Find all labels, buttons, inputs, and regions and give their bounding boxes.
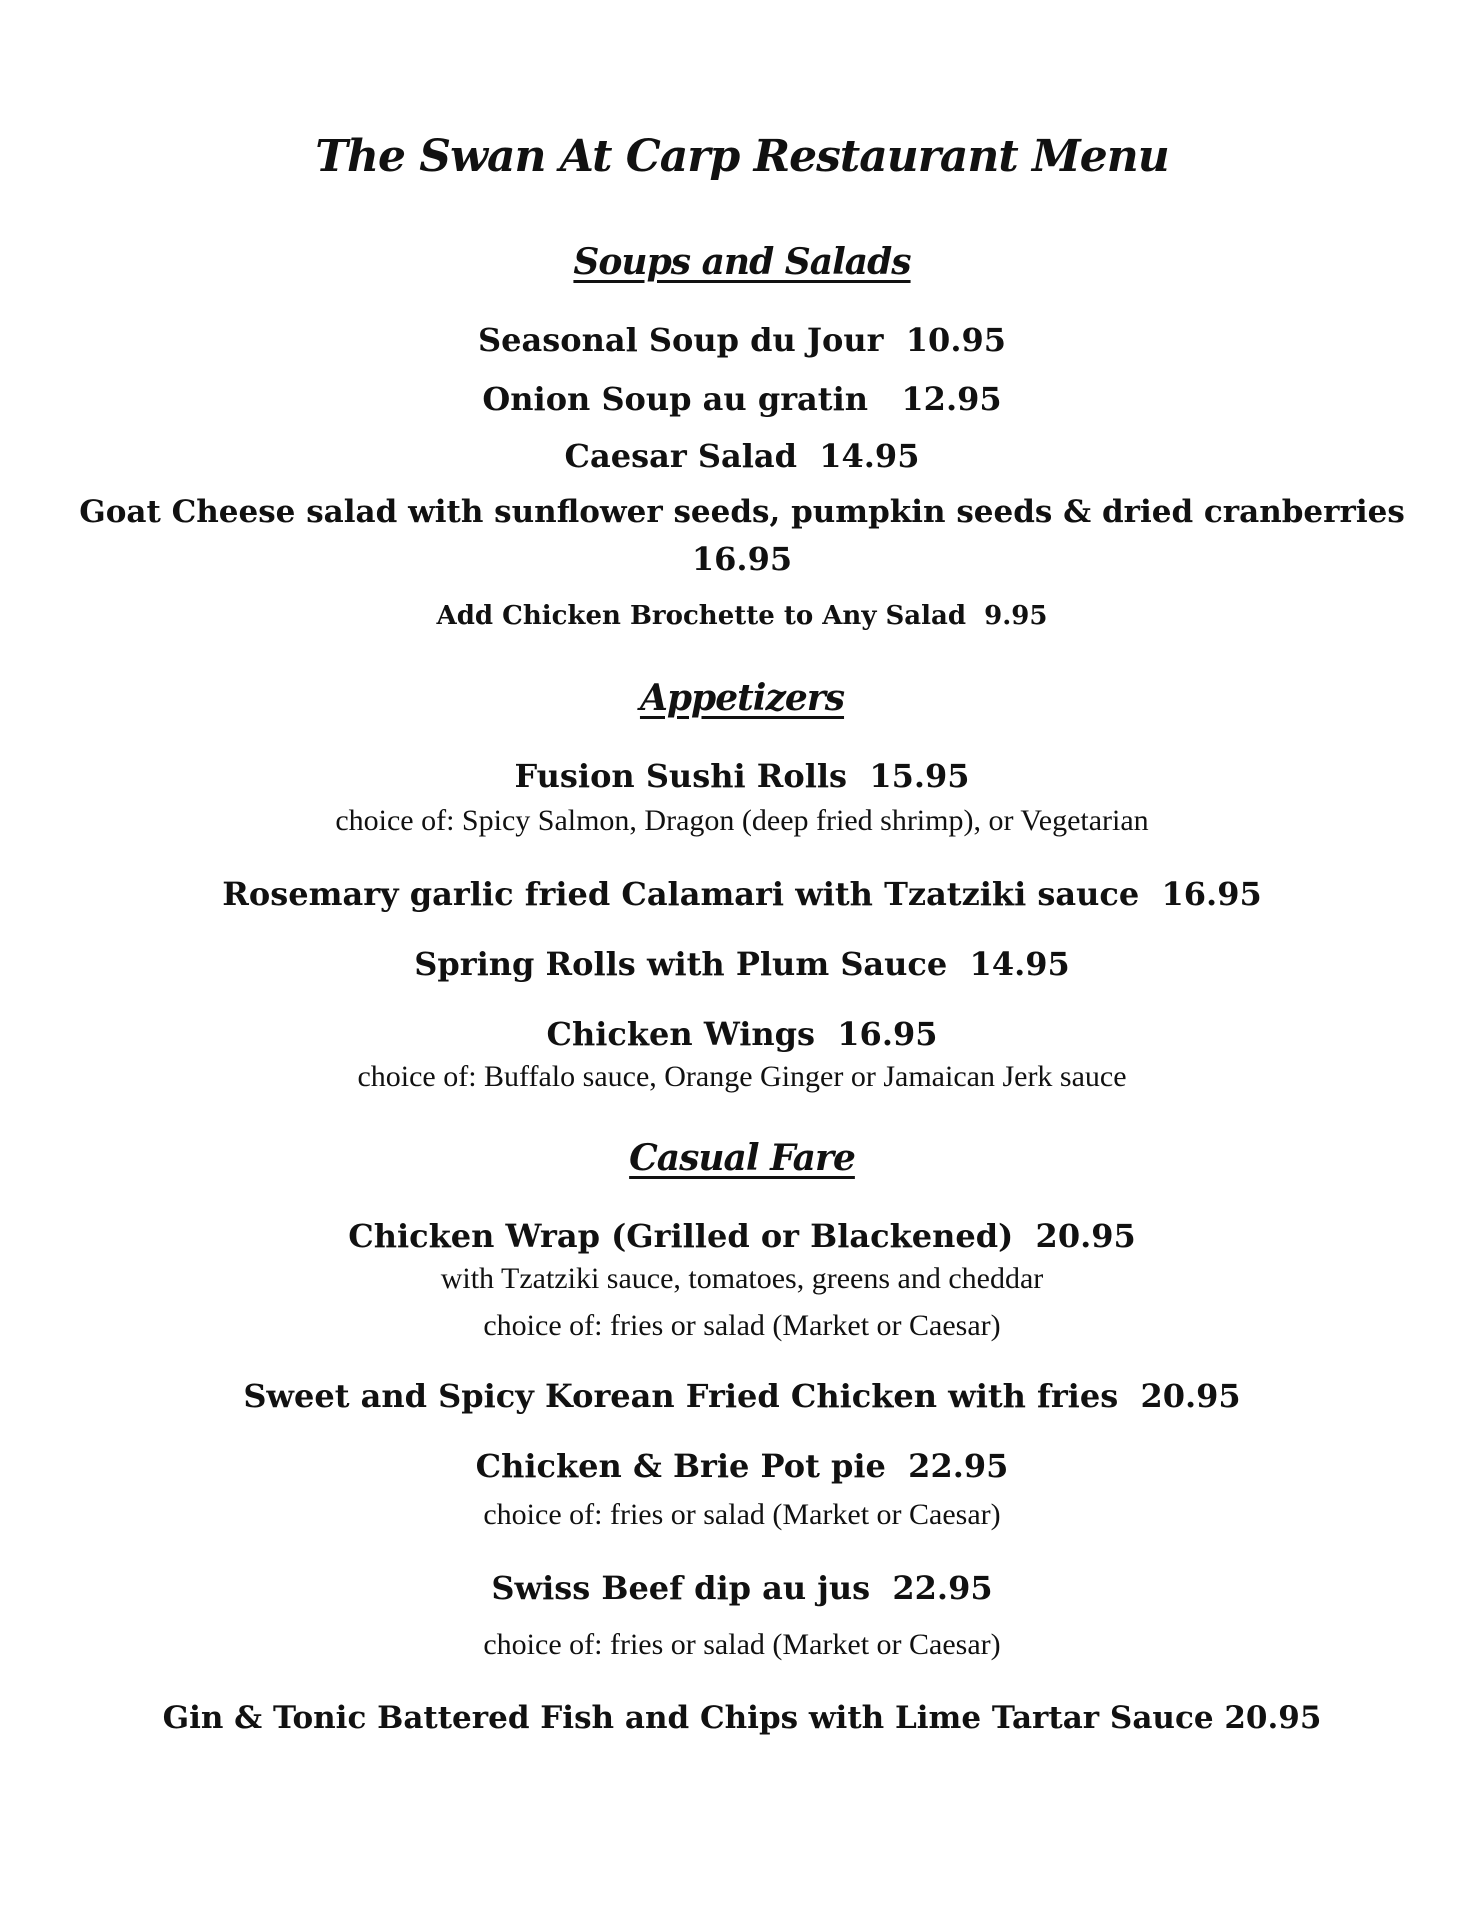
menu-item: Fusion Sushi Rolls 15.95 <box>514 757 970 795</box>
section-heading-soups-salads: Soups and Salads <box>573 241 911 283</box>
menu-item-description: choice of: fries or salad (Market or Caesar) <box>483 1628 1001 1661</box>
section-heading-appetizers: Appetizers <box>639 677 845 719</box>
menu-item-description: choice of: Buffalo sauce, Orange Ginger or Jamaican Jerk sauce <box>357 1060 1127 1093</box>
menu-title: The Swan At Carp Restaurant Menu <box>315 131 1169 182</box>
menu-item-description: choice of: fries or salad (Market or Caesar) <box>483 1309 1001 1342</box>
menu-item: Chicken Wings 16.95 <box>546 1015 938 1053</box>
menu-item: Caesar Salad 14.95 <box>564 437 920 475</box>
menu-item-price: 16.95 <box>691 540 793 578</box>
menu-item-description: with Tzatziki sauce, tomatoes, greens and cheddar <box>440 1262 1044 1295</box>
menu-item-description: choice of: Spicy Salmon, Dragon (deep fried shrimp), or Vegetarian <box>335 804 1149 837</box>
menu-item: Rosemary garlic fried Calamari with Tzatziki sauce 16.95 <box>222 875 1262 913</box>
menu-item: Sweet and Spicy Korean Fried Chicken with fries 20.95 <box>243 1377 1241 1415</box>
menu-item-addon: Add Chicken Brochette to Any Salad 9.95 <box>436 601 1048 631</box>
menu-item-description: choice of: fries or salad (Market or Caesar) <box>483 1498 1001 1531</box>
menu-item: Chicken & Brie Pot pie 22.95 <box>475 1447 1009 1485</box>
menu-item: Chicken Wrap (Grilled or Blackened) 20.95 <box>348 1217 1136 1255</box>
menu-item: Seasonal Soup du Jour 10.95 <box>478 321 1006 359</box>
menu-item: Swiss Beef dip au jus 22.95 <box>491 1569 993 1607</box>
menu-item: Goat Cheese salad with sunflower seeds, pumpkin seeds & dried cranberries <box>79 494 1405 530</box>
menu-item: Onion Soup au gratin 12.95 <box>482 380 1002 418</box>
menu-item: Gin & Tonic Battered Fish and Chips with Lime Tartar Sauce 20.95 <box>162 1700 1322 1736</box>
section-heading-casual-fare: Casual Fare <box>629 1137 855 1179</box>
menu-item: Spring Rolls with Plum Sauce 14.95 <box>414 945 1070 983</box>
